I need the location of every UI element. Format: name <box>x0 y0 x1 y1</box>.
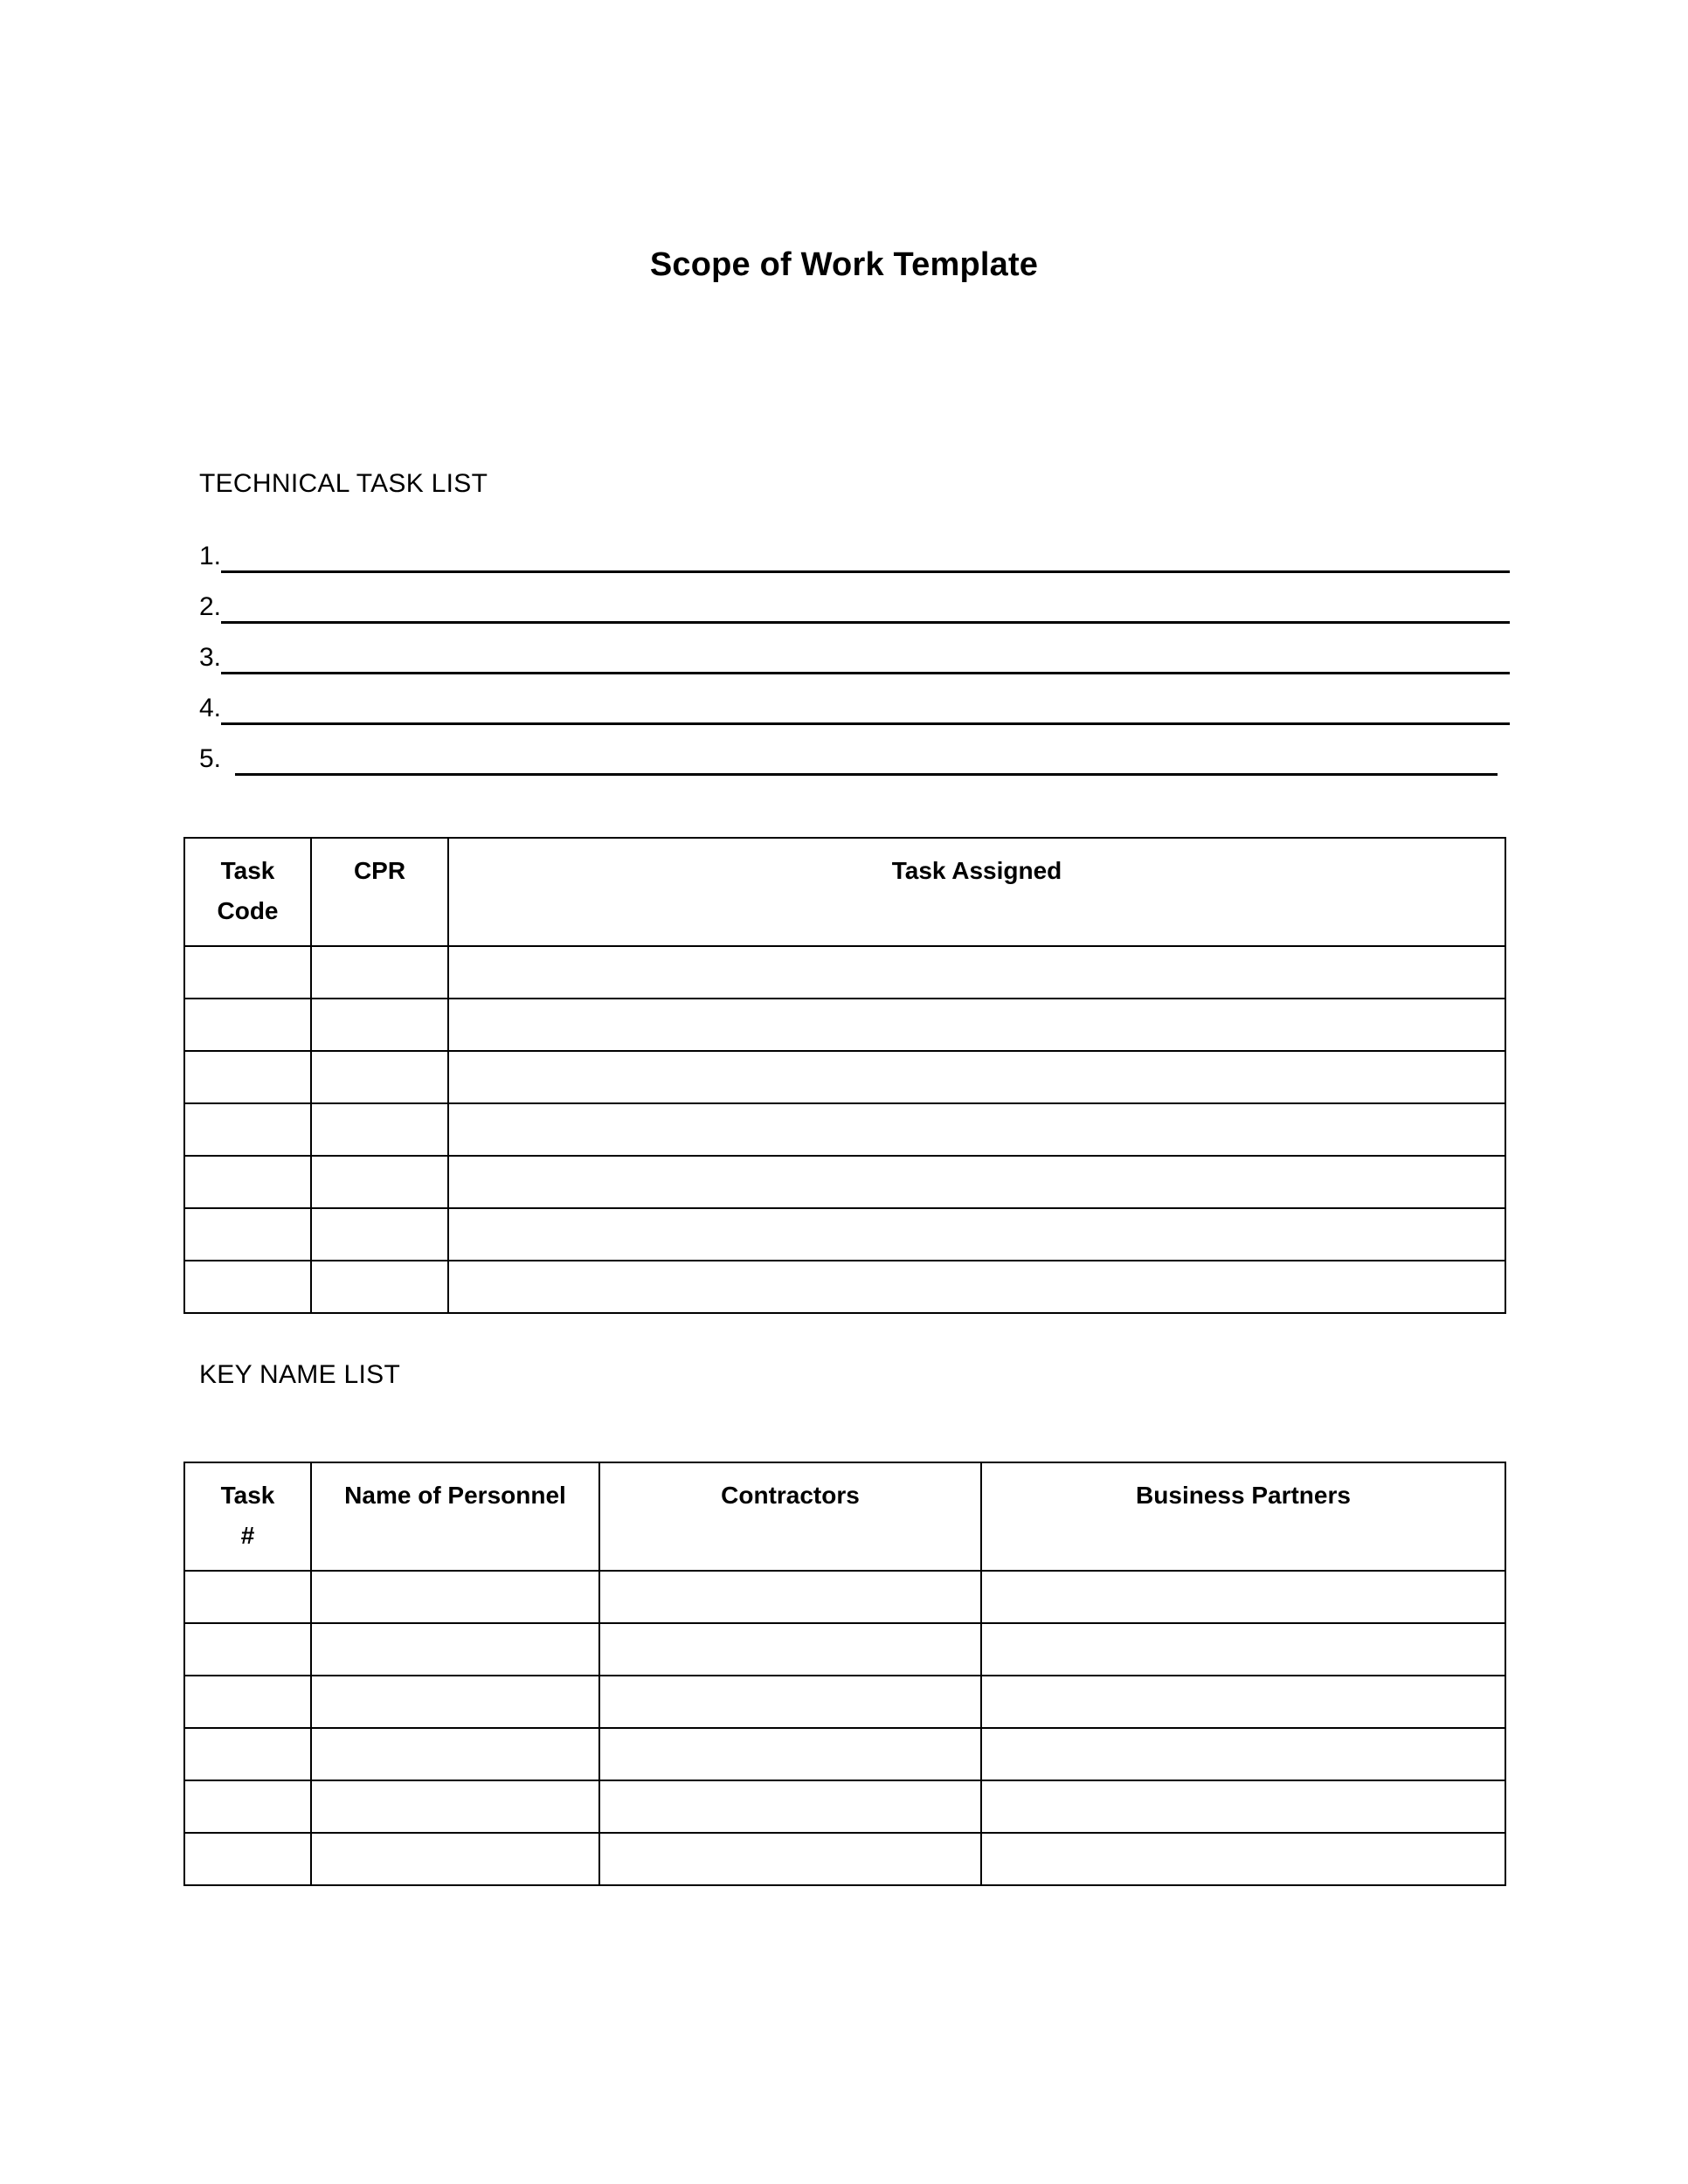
page-title: Scope of Work Template <box>649 246 1039 283</box>
task-list-item-blank-line[interactable] <box>221 696 1510 725</box>
column-header-cpr: CPR <box>311 838 448 946</box>
task-list-item <box>199 725 1510 776</box>
cell-contractors[interactable] <box>599 1780 981 1833</box>
column-header-task-code <box>184 838 311 946</box>
table-row <box>184 1728 1505 1780</box>
cell-business-partners[interactable] <box>981 1623 1505 1676</box>
section-heading-key-name-list: KEY NAME LIST <box>199 1360 401 1389</box>
cell-task-number[interactable] <box>184 1676 311 1728</box>
cell-task-number[interactable] <box>184 1623 311 1676</box>
cell-cpr[interactable] <box>311 1103 448 1156</box>
task-list-item <box>199 522 1510 573</box>
task-list-item <box>199 674 1510 725</box>
cell-name-of-personnel[interactable] <box>311 1623 599 1676</box>
task-list-item-blank-line[interactable] <box>221 646 1510 674</box>
cell-task-number[interactable] <box>184 1571 311 1623</box>
cell-contractors[interactable] <box>599 1623 981 1676</box>
task-list-item-number: 5. <box>199 744 222 773</box>
cell-task-number[interactable] <box>184 1728 311 1780</box>
cell-cpr[interactable] <box>311 946 448 999</box>
key-name-table <box>183 1462 1506 1886</box>
table-row <box>184 1261 1505 1313</box>
table-header-row <box>184 838 1505 946</box>
column-header-task-assigned: Task Assigned <box>448 838 1505 946</box>
cell-task-code[interactable] <box>184 1208 311 1261</box>
table-row <box>184 999 1505 1051</box>
cell-task-assigned[interactable] <box>448 999 1505 1051</box>
task-list-item-blank-line[interactable] <box>221 595 1510 624</box>
cell-task-code[interactable] <box>184 1051 311 1103</box>
task-list-item-number: 2. <box>199 592 222 621</box>
table-row <box>184 1103 1505 1156</box>
cell-name-of-personnel[interactable] <box>311 1780 599 1833</box>
column-header-task-number-line2: # <box>240 1522 255 1549</box>
cell-task-code[interactable] <box>184 999 311 1051</box>
table-row <box>184 1833 1505 1885</box>
cell-name-of-personnel[interactable] <box>311 1728 599 1780</box>
cell-cpr[interactable] <box>311 1261 448 1313</box>
cell-task-code[interactable] <box>184 1261 311 1313</box>
task-list-item-blank-line[interactable] <box>235 747 1498 776</box>
column-header-task-code-line2: Code <box>217 897 279 924</box>
cell-cpr[interactable] <box>311 1051 448 1103</box>
cell-task-code[interactable] <box>184 1103 311 1156</box>
cell-business-partners[interactable] <box>981 1833 1505 1885</box>
cell-contractors[interactable] <box>599 1728 981 1780</box>
column-header-business-partners: Business Partners <box>981 1462 1505 1571</box>
task-list-item-number: 1. <box>199 542 222 570</box>
cell-contractors[interactable] <box>599 1676 981 1728</box>
cell-business-partners[interactable] <box>981 1780 1505 1833</box>
technical-task-table <box>183 837 1506 1314</box>
cell-name-of-personnel[interactable] <box>311 1833 599 1885</box>
cell-cpr[interactable] <box>311 1208 448 1261</box>
cell-contractors[interactable] <box>599 1571 981 1623</box>
table-row <box>184 1156 1505 1208</box>
task-list-item <box>199 573 1510 624</box>
column-header-task-number <box>184 1462 311 1571</box>
task-list-item <box>199 624 1510 674</box>
cell-name-of-personnel[interactable] <box>311 1571 599 1623</box>
cell-task-code[interactable] <box>184 1156 311 1208</box>
column-header-task-number-line1: Task <box>220 1482 275 1509</box>
cell-name-of-personnel[interactable] <box>311 1676 599 1728</box>
cell-task-assigned[interactable] <box>448 1051 1505 1103</box>
table-row <box>184 1676 1505 1728</box>
task-list-item-blank-line[interactable] <box>221 544 1510 573</box>
cell-business-partners[interactable] <box>981 1571 1505 1623</box>
table-row <box>184 1051 1505 1103</box>
column-header-contractors: Contractors <box>599 1462 981 1571</box>
cell-business-partners[interactable] <box>981 1728 1505 1780</box>
cell-task-code[interactable] <box>184 946 311 999</box>
cell-task-assigned[interactable] <box>448 1103 1505 1156</box>
cell-task-assigned[interactable] <box>448 946 1505 999</box>
technical-task-list-lines <box>199 522 1510 776</box>
cell-task-assigned[interactable] <box>448 1261 1505 1313</box>
table-header-row <box>184 1462 1505 1571</box>
table-row <box>184 1623 1505 1676</box>
cell-task-assigned[interactable] <box>448 1156 1505 1208</box>
table-row <box>184 1571 1505 1623</box>
table-row <box>184 1780 1505 1833</box>
cell-business-partners[interactable] <box>981 1676 1505 1728</box>
cell-cpr[interactable] <box>311 1156 448 1208</box>
task-list-item-number: 4. <box>199 694 222 722</box>
cell-task-number[interactable] <box>184 1833 311 1885</box>
task-list-item-number: 3. <box>199 643 222 672</box>
cell-contractors[interactable] <box>599 1833 981 1885</box>
cell-task-number[interactable] <box>184 1780 311 1833</box>
table-row <box>184 946 1505 999</box>
table-row <box>184 1208 1505 1261</box>
column-header-name-of-personnel: Name of Personnel <box>311 1462 599 1571</box>
section-heading-technical-task-list: TECHNICAL TASK LIST <box>199 469 488 498</box>
column-header-task-code-line1: Task <box>220 857 275 884</box>
cell-cpr[interactable] <box>311 999 448 1051</box>
cell-task-assigned[interactable] <box>448 1208 1505 1261</box>
